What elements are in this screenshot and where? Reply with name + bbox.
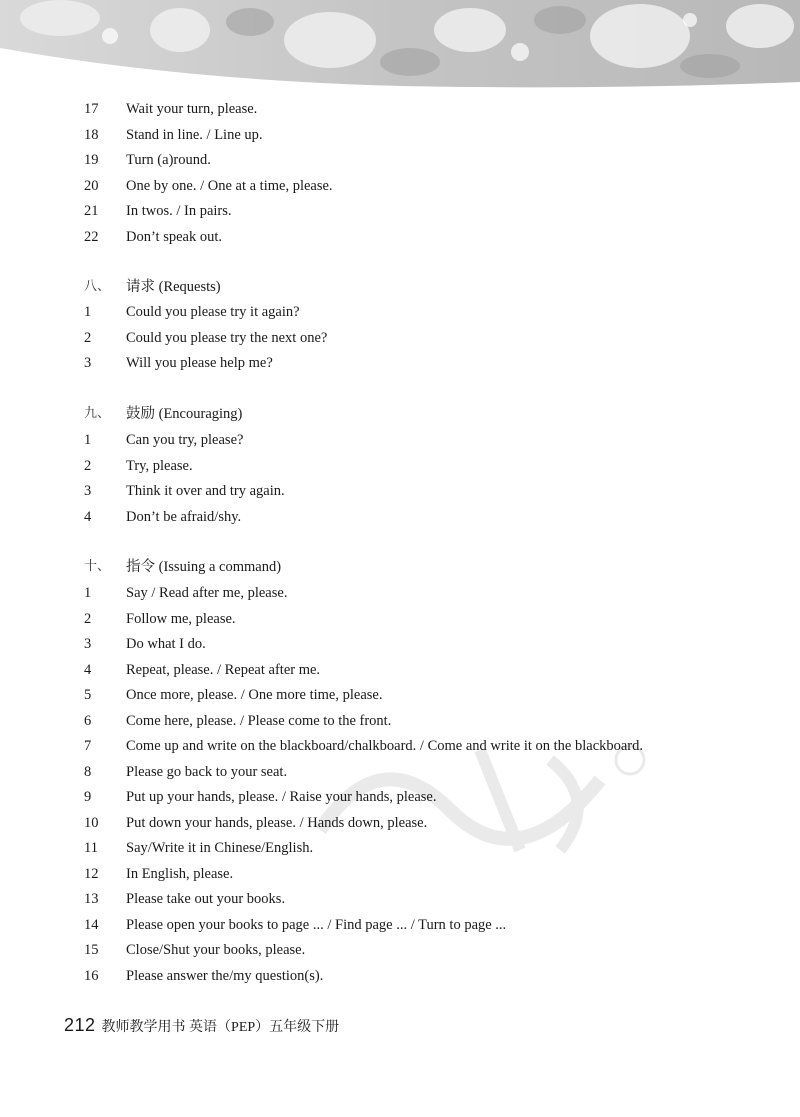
item-text: Don’t speak out. (126, 228, 222, 245)
item-text: Close/Shut your books, please. (126, 942, 306, 958)
item-text: Don’t be afraid/shy. (126, 508, 242, 525)
list-item (0, 301, 800, 323)
item-text: Turn (a)round. (126, 152, 211, 168)
item-text: Please go back to your seat. (126, 763, 288, 780)
list-item (0, 761, 800, 783)
item-text: Do what I do. (126, 636, 206, 652)
item-text: Could you please try the next one? (126, 329, 328, 346)
list-item (0, 200, 800, 222)
list-item (0, 327, 800, 349)
list-item (0, 149, 800, 171)
section-marker: 八、 (84, 279, 111, 294)
item-number: 4 (84, 661, 92, 678)
item-text: Try, please. (126, 457, 193, 474)
item-number: 6 (84, 712, 92, 729)
item-text: Follow me, please. (126, 610, 236, 627)
item-text: Put up your hands, please. / Raise your hands, please. (126, 789, 437, 805)
section-heading (0, 276, 800, 298)
list-item (0, 939, 800, 961)
list-item (0, 914, 800, 936)
item-text: One by one. / One at a time, please. (126, 177, 333, 194)
item-text: Will you please help me? (126, 355, 273, 371)
book-title: 教师教学用书 英语（PEP）五年级下册 (101, 1020, 340, 1035)
list-item (0, 226, 800, 248)
item-number: 2 (84, 329, 92, 346)
item-text: Say/Write it in Chinese/English. (126, 840, 314, 856)
item-text: Could you please try it again? (126, 304, 300, 320)
item-text: Please open your books to page ... / Find page ... / Turn to page ... (126, 916, 507, 933)
list-item (0, 710, 800, 732)
item-text: Can you try, please? (126, 432, 244, 448)
item-text: Please take out your books. (126, 891, 286, 907)
section-heading (0, 403, 800, 425)
list-item (0, 98, 800, 120)
list-item (0, 965, 800, 987)
section-title: 鼓励 (Encouraging) (126, 406, 243, 422)
section-heading (0, 556, 800, 578)
item-number: 1 (84, 585, 92, 601)
item-number: 2 (84, 610, 92, 627)
item-number: 9 (84, 789, 92, 805)
list-item (0, 455, 800, 477)
item-number: 19 (84, 152, 99, 168)
list-item (0, 888, 800, 910)
list-item (0, 608, 800, 630)
item-number: 3 (84, 483, 92, 499)
list-item (0, 786, 800, 808)
item-number: 5 (84, 687, 92, 703)
list-item (0, 684, 800, 706)
item-text: In twos. / In pairs. (126, 203, 232, 219)
section-title: 指令 (Issuing a command) (126, 559, 282, 575)
section-title: 请求 (Requests) (126, 279, 221, 295)
item-number: 8 (84, 763, 92, 780)
item-number: 3 (84, 636, 92, 652)
list-item (0, 582, 800, 604)
item-number: 2 (84, 457, 92, 474)
item-number: 4 (84, 508, 92, 525)
item-text: Please answer the/my question(s). (126, 967, 324, 984)
item-text: Repeat, please. / Repeat after me. (126, 661, 321, 678)
item-number: 17 (84, 101, 99, 117)
item-number: 13 (84, 891, 99, 907)
page-number: 212 (64, 1015, 96, 1035)
item-number: 18 (84, 126, 99, 143)
list-item (0, 812, 800, 834)
list-item (0, 480, 800, 502)
list-item (0, 633, 800, 655)
item-number: 7 (84, 738, 92, 754)
item-text: Put down your hands, please. / Hands down, please. (126, 814, 428, 831)
item-number: 10 (84, 814, 99, 831)
list-item (0, 506, 800, 528)
item-number: 3 (84, 355, 92, 371)
list-item (0, 735, 800, 757)
item-text: Stand in line. / Line up. (126, 126, 263, 143)
item-number: 20 (84, 177, 99, 194)
item-text: Once more, please. / One more time, please. (126, 687, 383, 703)
item-number: 14 (84, 916, 99, 933)
item-number: 22 (84, 228, 99, 245)
list-item (0, 352, 800, 374)
item-text: Think it over and try again. (126, 483, 285, 499)
list-item (0, 429, 800, 451)
item-number: 1 (84, 432, 92, 448)
item-number: 12 (84, 865, 99, 882)
list-item (0, 837, 800, 859)
item-number: 11 (84, 840, 98, 856)
item-text: Come here, please. / Please come to the front. (126, 712, 392, 729)
list-item (0, 863, 800, 885)
list-item (0, 124, 800, 146)
page-footer (64, 1012, 339, 1038)
item-text: In English, please. (126, 865, 234, 882)
item-number: 15 (84, 942, 99, 958)
item-number: 21 (84, 203, 99, 219)
item-number: 16 (84, 967, 99, 984)
item-text: Say / Read after me, please. (126, 585, 288, 601)
item-number: 1 (84, 304, 92, 320)
list-item (0, 659, 800, 681)
list-item (0, 175, 800, 197)
item-text: Wait your turn, please. (126, 101, 258, 117)
section-marker: 十、 (84, 559, 111, 574)
section-marker: 九、 (84, 406, 111, 421)
item-text: Come up and write on the blackboard/chalkboard. / Come and write it on the blackboard. (126, 738, 644, 754)
